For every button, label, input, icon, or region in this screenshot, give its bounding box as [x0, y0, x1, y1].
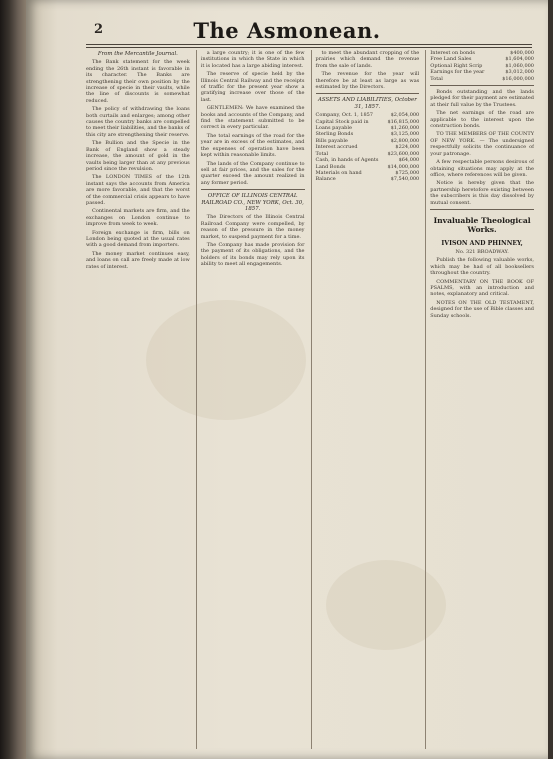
- paragraph: The Directors of the Illinois Central Railroad Company were compelled, by reason of the pressure in the money market, to suspend payment for a time.: [200, 214, 305, 240]
- paragraph: The total earnings of the road for the year are in excess of the estimates, and the expenses of operation have been kept within reasonable limits.: [200, 132, 305, 159]
- page-edge: [548, 0, 553, 759]
- advertisement-title: Invaluable Theological Works.: [433, 215, 531, 234]
- paragraph: Foreign exchange is firm, bills on London being quoted at the usual rates with a good demand from importers.: [86, 229, 190, 249]
- ledger-table: [430, 50, 534, 82]
- paragraph: GENTLEMEN: We have examined the books and accounts of the Company, and find the statement submitted to be correct in every particular.: [200, 105, 305, 131]
- ledger-row: Cash, in hands of Agents $64,000: [315, 157, 420, 164]
- ledger-table: [316, 112, 420, 182]
- paragraph: A few respectable persons desirous of obtaining situations may apply at the office, where references will be given.: [430, 159, 534, 178]
- ledger-row: Interest on bonds $400,000: [430, 50, 534, 56]
- paragraph: Publish the following valuable works, which may be had of all booksellers throughout the country.: [430, 257, 534, 277]
- paragraph: The policy of withdrawing the loans both curtails and enlarges; among other causes the country banks are compelled to meet their liabilities, and the banks of this city are strengthening their reserve.: [86, 106, 190, 138]
- column-3: [311, 50, 420, 749]
- notice-heading: OFFICE OF ILLINOIS CENTRAL RAILROAD CO., NEW YORK, Oct. 30, 1857.: [201, 193, 304, 212]
- advertisement-address: No. 321 BROADWAY.: [455, 248, 509, 255]
- column-1: [86, 50, 190, 749]
- paragraph: The money market continues easy, and loans on call are freely made at low rates of interest.: [86, 250, 190, 270]
- ledger-row: Bills payable $2,800,000: [315, 137, 420, 144]
- ledger-row: Land Bonds $14,000,000: [315, 163, 420, 170]
- ledger-row: Loans payable $1,260,000: [315, 125, 420, 132]
- paragraph: The Bank statement for the week ending the 26th instant is favorable in its character. The Banks are strengthening their own position by the increase of specie in their vaults, while the line of discounts is somewhat reduced.: [86, 59, 190, 104]
- paragraph: The lands of the Company continue to sell at fair prices, and the sales for the quarter exceed the amount realized in any former period.: [200, 160, 305, 186]
- divider: [201, 189, 305, 190]
- paragraph: Bonds outstanding and the lands pledged for their payment are estimated at their full value by the Trustees.: [430, 89, 534, 108]
- column-4: [425, 50, 534, 749]
- newspaper-page: [26, 0, 548, 759]
- paragraph: COMMENTARY ON THE BOOK OF PSALMS, with an introduction and notes, explanatory and critical.: [430, 278, 534, 298]
- ledger-row: Capital Stock paid in $16,815,000: [315, 118, 420, 125]
- text-columns: [86, 50, 534, 749]
- masthead-title: The Asmonean.: [193, 18, 381, 43]
- advertisement-publisher: IVISON AND PHINNEY,: [441, 239, 523, 247]
- paragraph: Notice is hereby given that the partnership heretofore existing between the subscribers is this day dissolved by mutual consent.: [430, 180, 534, 206]
- ledger-row: Earnings for the year $3,012,000: [430, 69, 534, 76]
- page-number: 2: [94, 22, 104, 37]
- divider: [430, 85, 534, 86]
- paragraph: TO THE MEMBERS OF THE COUNTY OF NEW YORK. — The undersigned respectfully solicits the continuance of your patronage.: [430, 131, 534, 157]
- ledger-row: Balance $7,540,000: [315, 176, 420, 183]
- paragraph: a large country; it is one of the few institutions in which the State in which it is located has a large abiding interest.: [200, 50, 305, 69]
- ledger-row: Free Land Sales $1,604,000: [430, 56, 534, 63]
- ledger-row: Total $16,000,000: [430, 75, 534, 82]
- paragraph: Continental markets are firm, and the exchanges on London continue to improve from week to week.: [86, 208, 190, 228]
- ledger-row: Sterling Bonds $3,125,000: [315, 131, 420, 138]
- paragraph: to meet the abundant cropping of the prairies which demand the revenue from the sale of lands.: [315, 50, 420, 69]
- ledger-row: Optional Right Scrip $1,060,000: [430, 62, 534, 69]
- paragraph: The reserve of specie held by the Illinois Central Railway and the receipts of traffic for the present year show a gratifying increase over those of the last.: [200, 71, 305, 103]
- divider: [430, 209, 534, 210]
- ledger-row: Company, Oct. 1, 1857 $2,054,000: [315, 112, 420, 119]
- paragraph: The LONDON TIMES of the 12th instant says the accounts from America are more favorable, and that the worst of the commercial crisis appears to have passed.: [86, 174, 190, 206]
- ledger-row: Interest accrued $224,000: [315, 144, 420, 151]
- column-heading: From the Mercantile Journal.: [97, 51, 178, 57]
- ledger-row: Materials on hand $725,000: [315, 169, 420, 176]
- column-2: [196, 50, 305, 749]
- paragraph: The net earnings of the road are applicable to the interest upon the construction bonds.: [430, 110, 534, 130]
- book-spine-shadow: [0, 0, 26, 759]
- ledger-heading: ASSETS AND LIABILITIES, October 31, 1857.: [317, 97, 417, 110]
- paragraph: NOTES ON THE OLD TESTAMENT, designed for the use of Bible classes and Sunday schools.: [430, 299, 534, 319]
- paragraph: The Bullion and the Specie in the Bank of England show a steady increase, the amount of gold in the vaults being larger than at any previous period since the revulsion.: [86, 140, 190, 172]
- page-header: [26, 18, 548, 43]
- paragraph: The revenue for the year will therefore be at least as large as was estimated by the Directors.: [315, 71, 420, 91]
- header-rule: [86, 44, 532, 45]
- ledger-row: Total $23,600,000: [315, 150, 420, 157]
- paragraph: The Company has made provision for the payment of its obligations, and the holders of its bonds may rely upon its ability to meet all engagements.: [200, 241, 305, 268]
- divider: [316, 93, 420, 94]
- header-rule: [86, 47, 532, 48]
